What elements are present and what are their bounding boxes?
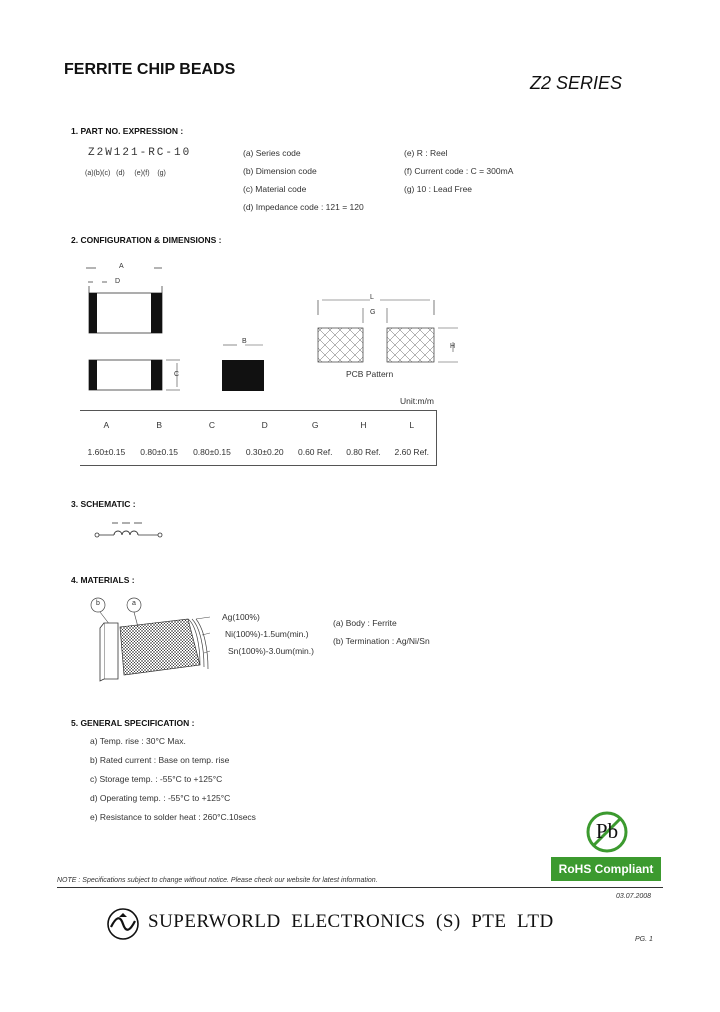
table-cell: 0.60 Ref.: [297, 447, 333, 457]
table-cell: 0.80±0.15: [140, 447, 179, 457]
chip-side-view: [76, 260, 196, 340]
rohs-badge: RoHS Compliant: [551, 857, 661, 881]
lead-free-symbol: Pb: [595, 819, 619, 843]
page-title: FERRITE CHIP BEADS: [64, 61, 236, 78]
table-header-cell: H: [339, 411, 387, 440]
table-cell: 0.80±0.15: [193, 447, 231, 457]
part-item-e: (e) R : Reel: [404, 148, 448, 158]
table-header-cell: A: [80, 411, 133, 440]
table-header-cell: L: [388, 411, 437, 440]
materials-cross-section: [88, 595, 228, 685]
footer-divider: [57, 887, 663, 888]
pcb-pattern-label: PCB Pattern: [346, 369, 394, 379]
layer-ni: Ni(100%)-1.5um(min.): [225, 629, 309, 639]
table-header-cell: D: [238, 411, 291, 440]
dim-label-c: C: [174, 371, 180, 378]
footer-date: 03.07.2008: [616, 893, 652, 900]
table-cell: 2.60 Ref.: [394, 447, 430, 457]
table-header-cell: C: [186, 411, 239, 440]
part-item-c: (c) Material code: [243, 184, 307, 194]
lead-free-icon: [585, 810, 629, 854]
part-number-code-labels: (a)(b)(c) (d) (e)(f) (g): [85, 170, 166, 177]
spec-item: e) Resistance to solder heat : 260°C.10secs: [90, 812, 256, 822]
table-cell: 1.60±0.15: [87, 447, 126, 457]
callout-b: b: [96, 600, 100, 607]
part-item-d: (d) Impedance code : 121 = 120: [243, 202, 364, 212]
table-header-cell: G: [291, 411, 339, 440]
layer-sn: Sn(100%)-3.0um(min.): [228, 646, 314, 656]
page-number: PG. 1: [635, 936, 653, 943]
table-header-cell: B: [133, 411, 186, 440]
spec-item: d) Operating temp. : -55°C to +125°C: [90, 793, 231, 803]
table-header-row: [80, 411, 437, 440]
material-item-body: (a) Body : Ferrite: [333, 618, 397, 628]
section-part-no-heading: 1. PART NO. EXPRESSION :: [71, 126, 184, 136]
spec-item: a) Temp. rise : 30°C Max.: [90, 736, 186, 746]
dim-label-g: G: [370, 309, 376, 316]
dim-label-l: L: [370, 294, 374, 301]
pcb-pattern-drawing: [310, 290, 460, 370]
part-item-f: (f) Current code : C = 300mA: [404, 166, 514, 176]
dim-label-d: D: [115, 278, 121, 285]
footer-note: NOTE : Specifications subject to change without notice. Please check our website for latest information.: [57, 877, 378, 884]
spec-item: b) Rated current : Base on temp. rise: [90, 755, 230, 765]
dim-label-a: A: [119, 263, 124, 270]
part-item-g: (g) 10 : Lead Free: [404, 184, 473, 194]
section-general-heading: 5. GENERAL SPECIFICATION :: [71, 718, 195, 728]
inductor-symbol-icon: [92, 518, 167, 544]
series-label: Z2 SERIES: [530, 73, 623, 93]
part-number-code: Z2W121-RC-10: [88, 147, 192, 159]
company-name: SUPERWORLD ELECTRONICS (S) PTE LTD: [148, 911, 554, 932]
dim-label-h: H: [450, 343, 456, 350]
section-config-heading: 2. CONFIGURATION & DIMENSIONS :: [71, 235, 222, 245]
table-row: [80, 439, 437, 466]
unit-label: Unit:m/m: [400, 396, 434, 406]
table-cell: 0.30±0.20: [245, 447, 284, 457]
material-item-termination: (b) Termination : Ag/Ni/Sn: [333, 636, 430, 646]
dimensions-table: [80, 410, 437, 466]
company-logo-icon: [106, 907, 140, 941]
section-materials-heading: 4. MATERIALS :: [71, 575, 135, 585]
part-item-a: (a) Series code: [243, 148, 301, 158]
part-item-b: (b) Dimension code: [243, 166, 317, 176]
section-schematic-heading: 3. SCHEMATIC :: [71, 499, 136, 509]
layer-ag: Ag(100%): [222, 612, 260, 622]
spec-item: c) Storage temp. : -55°C to +125°C: [90, 774, 223, 784]
callout-a: a: [132, 600, 136, 607]
dim-label-b: B: [242, 338, 247, 345]
table-cell: 0.80 Ref.: [346, 447, 381, 457]
